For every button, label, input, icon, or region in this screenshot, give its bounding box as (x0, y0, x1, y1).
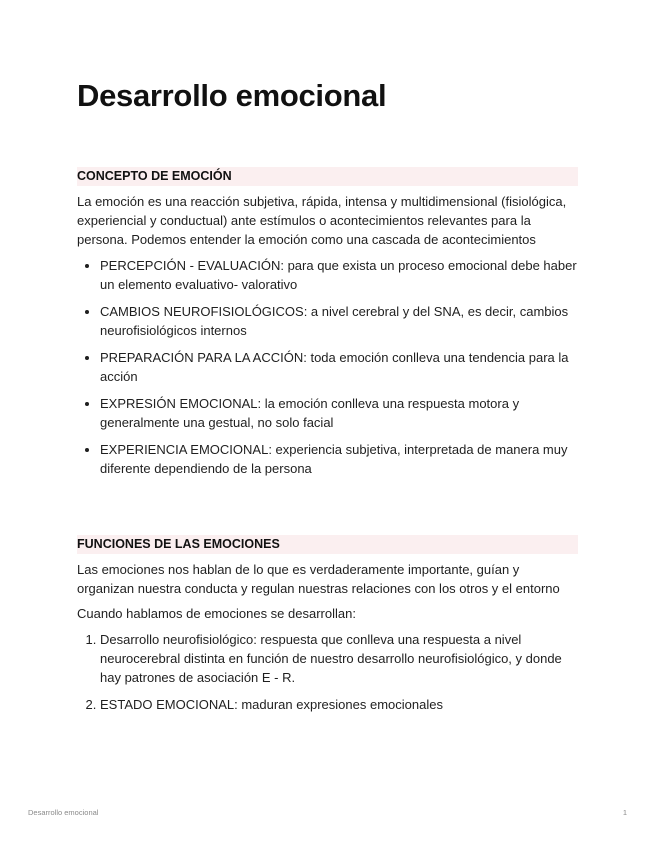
bullet-list (77, 256, 578, 478)
numbered-list (77, 630, 578, 714)
list-item: • CAMBIOS NEUROFISIOLÓGICOS: a nivel cerebral y del SNA, es decir, cambios neurofisiológicos internos (100, 302, 578, 340)
footer-doc-name: Desarrollo emocional (28, 808, 99, 817)
section-paragraph: Las emociones nos hablan de lo que es verdaderamente importante, guían y organizan nuestra conducta y regulan nuestras relaciones con los otros y el entorno (77, 562, 560, 596)
list-item: • EXPERIENCIA EMOCIONAL: experiencia subjetiva, interpretada de manera muy diferente dependiendo de la persona (100, 440, 578, 478)
section-concepto (77, 167, 578, 486)
list-item: • PERCEPCIÓN - EVALUACIÓN: para que exista un proceso emocional debe haber un elemento evaluativo- valorativo (100, 256, 578, 294)
footer-page-number: 1 (622, 808, 627, 817)
page-title: Desarrollo emocional (77, 78, 387, 113)
list-item: • PREPARACIÓN PARA LA ACCIÓN: toda emoción conlleva una tendencia para la acción (100, 348, 578, 386)
list-item: 2. ESTADO EMOCIONAL: maduran expresiones emocionales (100, 695, 578, 714)
section-paragraph: Cuando hablamos de emociones se desarrollan: (77, 606, 356, 621)
section-paragraph: La emoción es una reacción subjetiva, rápida, intensa y multidimensional (fisiológica, experiencial y conductual) ante estímulos o acontecimientos relevantes para la persona. Podemos entender la emoción como una cascada de acontecimientos (77, 194, 567, 247)
page-footer (28, 808, 627, 817)
list-item: • EXPRESIÓN EMOCIONAL: la emoción conlleva una respuesta motora y generalmente una gestual, no solo facial (100, 394, 578, 432)
section-heading-funciones: FUNCIONES DE LAS EMOCIONES (77, 535, 578, 554)
list-item: 1. Desarrollo neurofisiológico: respuesta que conlleva una respuesta a nivel neurocerebral distinta en función de nuestro desarrollo neurofisiológico, y donde hay patrones de asociación E - R. (100, 630, 578, 687)
section-heading-concepto: CONCEPTO DE EMOCIÓN (77, 167, 578, 186)
section-funciones (77, 535, 578, 722)
